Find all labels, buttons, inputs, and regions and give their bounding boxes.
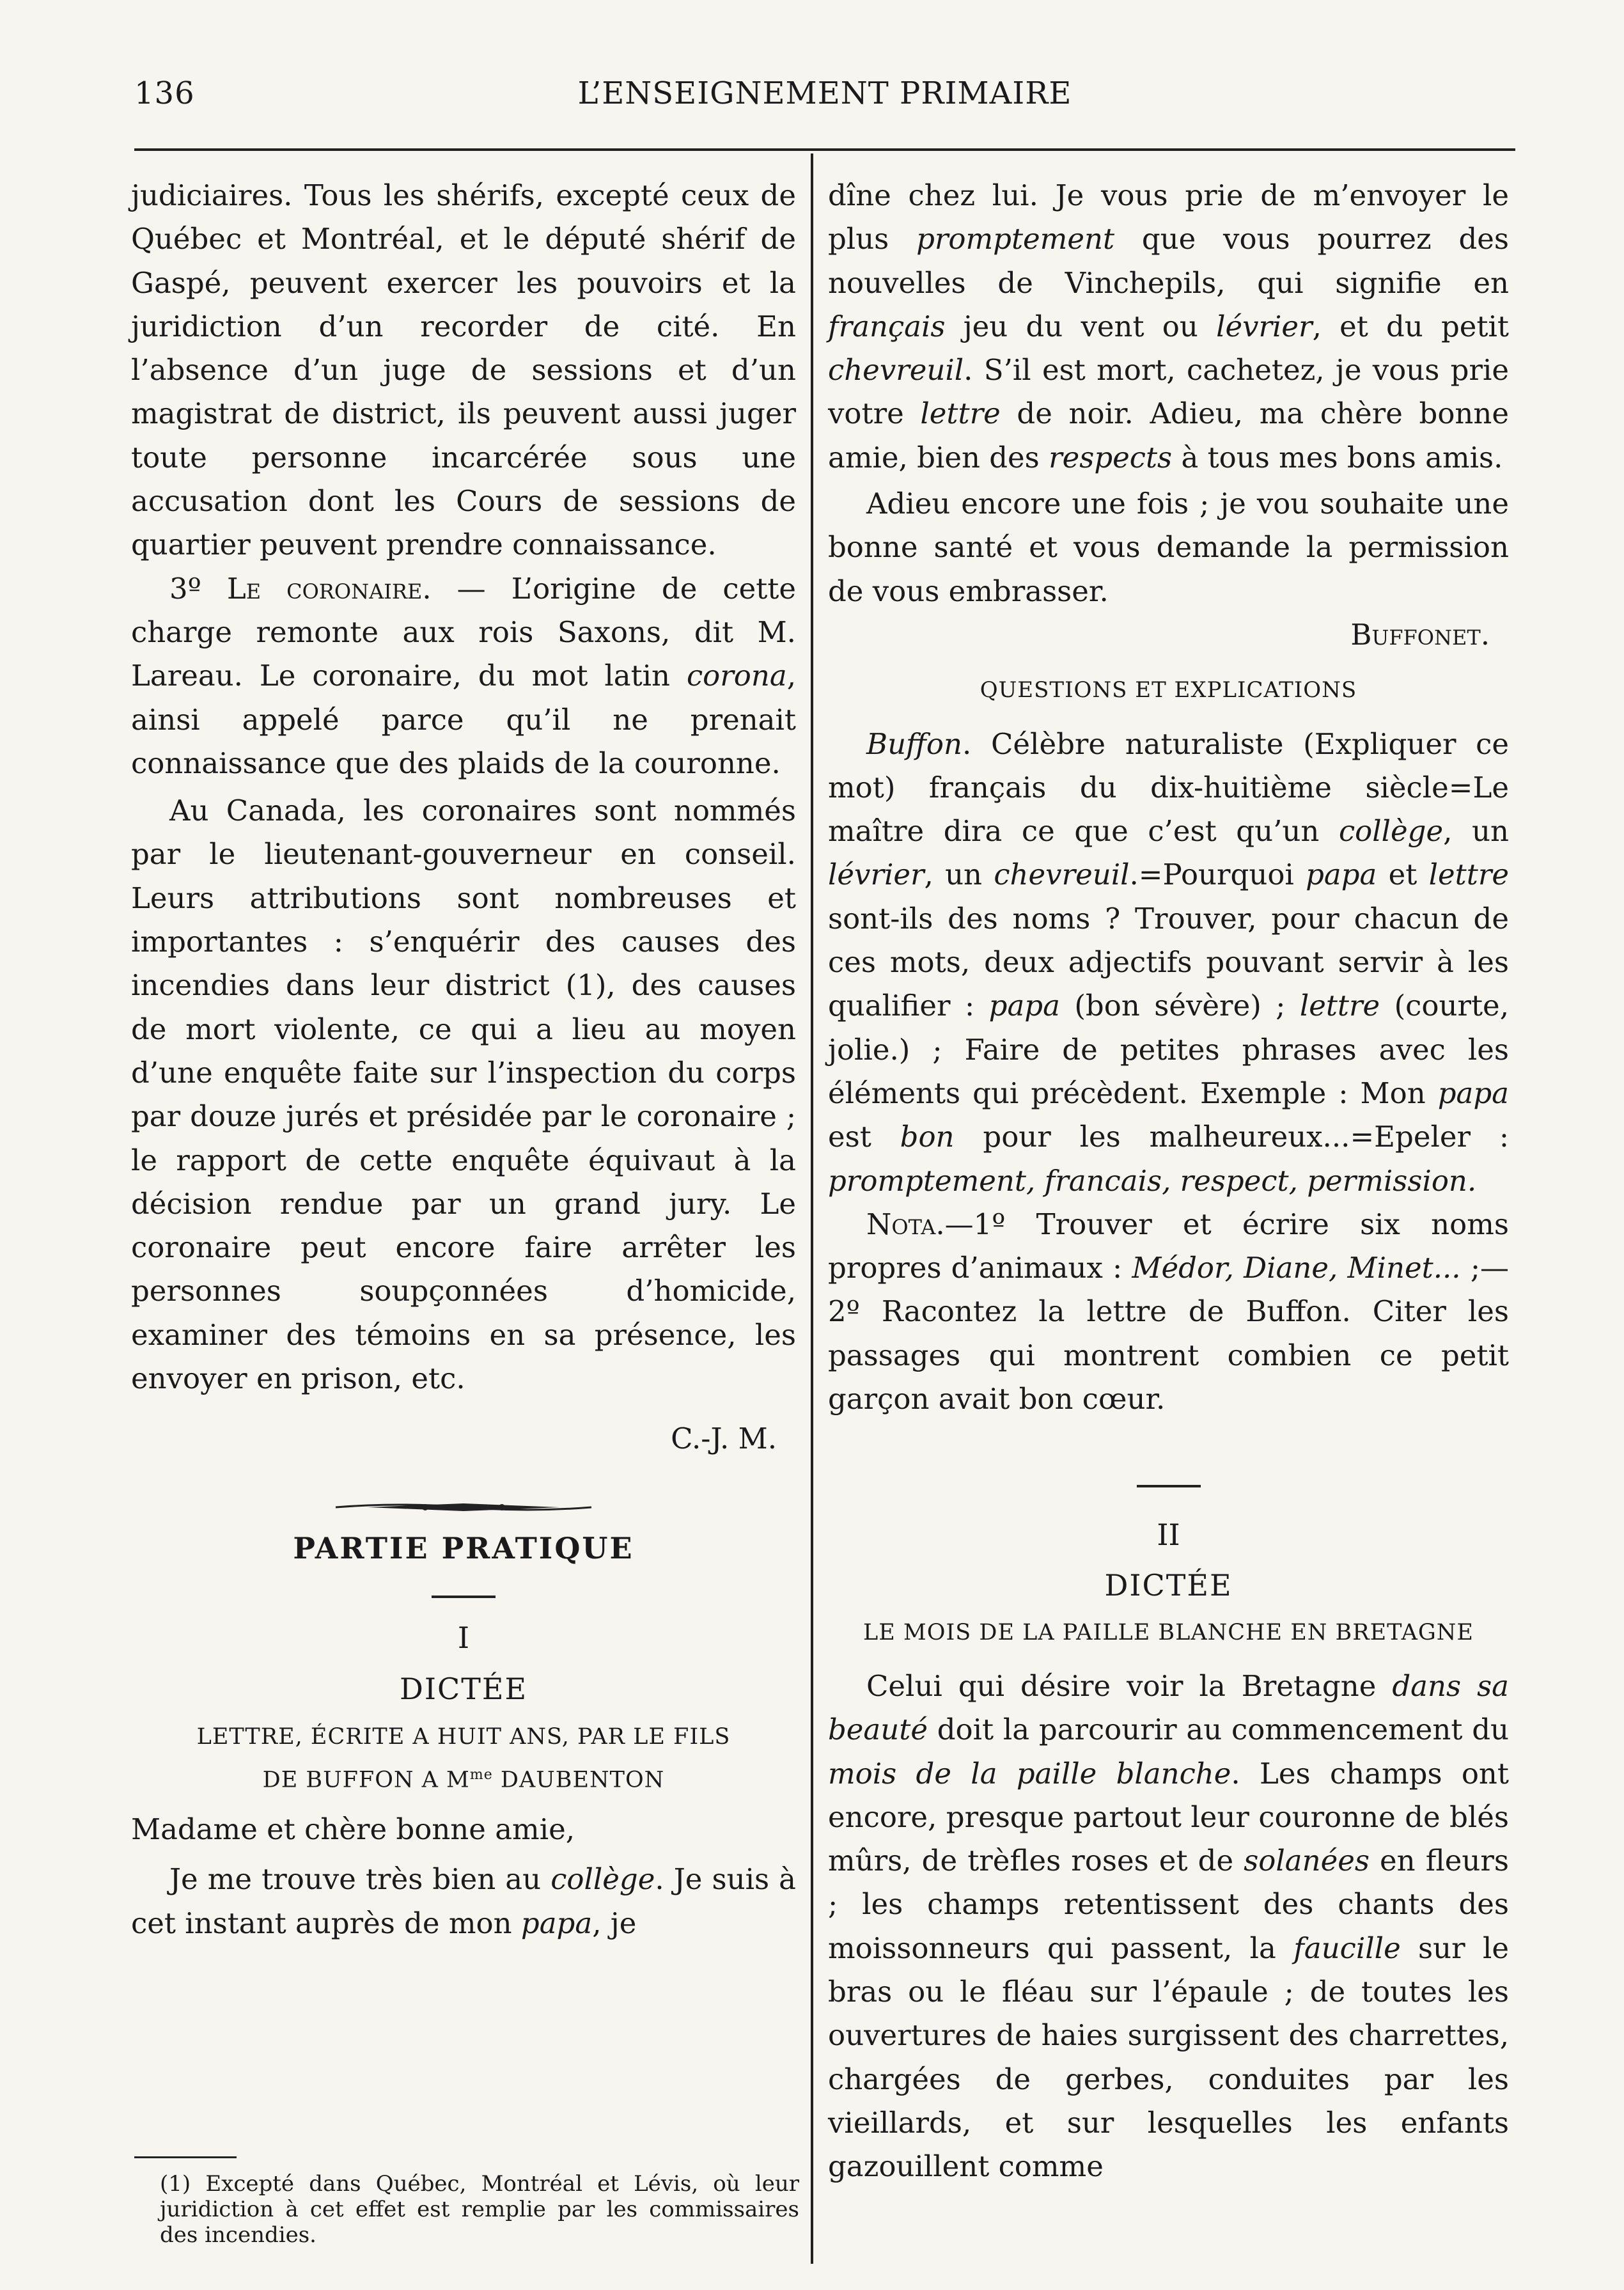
text-run: , je xyxy=(592,1906,637,1940)
signature-cjm: C.-J. M. xyxy=(671,1422,777,1456)
italic-term: lévrier xyxy=(1216,309,1313,343)
text-run: , un xyxy=(1443,814,1509,849)
italic-term: corona xyxy=(686,659,787,693)
letter-continuation xyxy=(828,174,1509,480)
questions-title: QUESTIONS ET EXPLICATIONS xyxy=(980,677,1357,703)
italic-term: solanées xyxy=(1244,1844,1370,1878)
text-run: Je me trouve très bien au xyxy=(169,1862,551,1897)
text-run: en fleurs ; les champs retentissent des chants des moissonneurs qui passent, la xyxy=(828,1844,1509,1965)
italic-term: chevreuil xyxy=(994,858,1130,892)
paragraph-coronaire xyxy=(131,567,796,785)
running-header xyxy=(134,75,1515,127)
text-run: est xyxy=(828,1120,900,1154)
dictee-title-2: DICTÉE xyxy=(1104,1567,1233,1603)
letter-closing: Adieu encore une fois ; je vou souhaite une bonne santé et vous demande la permission de vous embrasser. xyxy=(828,487,1509,608)
text-run: à tous mes bons amis. xyxy=(1172,440,1503,474)
text-run: —1º Trouver et écrire six noms propres d’animaux : xyxy=(828,1207,1509,1285)
italic-term: papa xyxy=(1437,1076,1509,1110)
text-run: DAUBENTON xyxy=(492,1767,665,1793)
footnote: (1) Excepté dans Québec, Montréal et Lévis, où leur juridiction à cet effet est remplie par les commissaires des incendies. xyxy=(160,2171,799,2248)
questions-paragraph xyxy=(828,723,1509,1203)
superscript: me xyxy=(469,1766,493,1783)
item-heading: Le coronaire. xyxy=(226,571,432,606)
right-column xyxy=(828,174,1509,2188)
text-run: . Les champs ont encore, presque partout leur couronne de blés mûrs, de trèfles roses et de xyxy=(828,1756,1510,1878)
text-run: doit la parcourir au commencement du xyxy=(927,1713,1509,1747)
left-column xyxy=(131,174,796,1945)
text-run: — L’origine de cette charge remonte aux rois Saxons, dit M. Lareau. Le coronaire, du mot latin xyxy=(131,571,797,693)
nota-label: Nota. xyxy=(866,1207,945,1241)
italic-term: lettre xyxy=(920,396,1001,431)
italic-term: papa xyxy=(988,989,1060,1023)
text-run: (bon sévère) ; xyxy=(1059,989,1300,1023)
column-separator xyxy=(811,153,813,2264)
section-number-i: I xyxy=(457,1620,470,1655)
italic-term: lettre xyxy=(1428,858,1509,892)
italic-term: respects xyxy=(1049,440,1173,474)
italic-term: lévrier xyxy=(828,858,925,892)
italic-term: français xyxy=(828,309,946,343)
signature-buffonet: Buffonet. xyxy=(1350,617,1490,652)
letter-title-line1: LETTRE, ÉCRITE A HUIT ANS, PAR LE FILS xyxy=(196,1723,731,1750)
italic-term: collège xyxy=(550,1862,655,1897)
text-run: , ainsi appelé parce qu’il ne prenait connaissance que des plaids de la couronne. xyxy=(131,659,796,780)
italic-term: promptement, francais, respect, permission. xyxy=(828,1163,1477,1198)
letter-title-line2 xyxy=(131,1756,796,1800)
text-run: ;—2º Racontez la lettre de Buffon. Citer les passages qui montrent combien ce petit garçon avait bon cœur. xyxy=(828,1251,1509,1416)
italic-term: papa xyxy=(520,1906,593,1940)
section-heading: PARTIE PRATIQUE xyxy=(293,1530,634,1565)
text-run: sont-ils des noms ? Trouver, pour chacun de ces mots, deux adjectifs pouvant servir à les qualifier : xyxy=(828,901,1509,1023)
text-run: et xyxy=(1377,858,1429,892)
nota-paragraph xyxy=(828,1203,1509,1421)
paragraph-sherifs: judiciaires. Tous les shérifs, excepté ceux de Québec et Montréal, et le député shérif de Gaspé, peuvent exercer les pouvoirs et la juridiction d’un recorder de cité. En l’absence d’un juge de sessions et d’un magistrat de district, ils peuvent aussi juger toute personne incarcérée sous une accusation dont les Cours de sessions de quartier peuvent prendre connaissance. xyxy=(131,178,796,562)
italic-term: bon xyxy=(900,1120,955,1154)
italic-term: faucille xyxy=(1293,1931,1401,1965)
italic-term: lettre xyxy=(1299,989,1380,1023)
italic-term: collège xyxy=(1338,814,1444,849)
text-run: . Je suis à cet instant auprès de mon xyxy=(131,1862,797,1940)
salutation: Madame et chère bonne amie, xyxy=(131,1812,575,1847)
text-run: . Célèbre naturaliste (Expliquer ce mot) français du dix-huitième siècle=Le maître dira ce que c’est qu’un xyxy=(828,726,1509,849)
footnote-rule xyxy=(134,2156,237,2158)
text-run: , un xyxy=(924,858,994,892)
bretagne-paragraph xyxy=(828,1665,1509,2189)
text-run: . S’il est mort, cachetez, je vous prie votre xyxy=(828,353,1509,431)
item-number: 3º xyxy=(169,571,201,606)
italic-term: mois de la paille blanche xyxy=(828,1756,1231,1791)
ornament-divider-icon xyxy=(329,1500,598,1515)
italic-term: Médor, Diane, Minet... xyxy=(1132,1251,1461,1285)
paragraph-canada: Au Canada, les coronaires sont nommés par le lieutenant-gouverneur en conseil. Leurs attributions sont nombreuses et importantes : s’enquérir des causes des incendies dans leur district (1), des causes de mort violente, ce qui a lieu au moyen d’une enquête faite sur l’inspection du corps par douze jurés et présidée par le coronaire ; le rapport de cette enquête équivaut à la décision rendue par un grand jury. Le coronaire peut encore faire arrêter les personnes soupçonnées d’homicide, examiner des témoins en sa présence, les envoyer en prison, etc. xyxy=(131,794,796,1396)
letter-opening xyxy=(131,1858,796,1945)
italic-term: chevreuil xyxy=(828,353,964,388)
section-number-ii: II xyxy=(1157,1518,1180,1553)
dictee-title: DICTÉE xyxy=(399,1672,528,1707)
running-title: L’ENSEIGNEMENT PRIMAIRE xyxy=(577,75,1072,111)
italic-term: Buffon xyxy=(866,726,963,761)
header-rule xyxy=(134,148,1515,151)
dictee-subtitle-2: LE MOIS DE LA PAILLE BLANCHE EN BRETAGNE xyxy=(863,1619,1474,1645)
text-run: dîne chez lui. Je vous prie de m’envoyer le plus xyxy=(828,178,1509,256)
text-run: pour les malheureux...=Epeler : xyxy=(954,1120,1509,1154)
text-run: de noir. Adieu, ma chère bonne amie, bien des xyxy=(828,396,1510,474)
text-run: Celui qui désire voir la Bretagne xyxy=(866,1668,1393,1703)
italic-term: promptement xyxy=(916,222,1115,256)
text-run: DE BUFFON A M xyxy=(262,1767,470,1793)
page-number: 136 xyxy=(134,75,195,111)
italic-term: papa xyxy=(1306,858,1377,892)
text-run: .=Pourquoi xyxy=(1129,858,1306,892)
text-run: (courte, jolie.) ; Faire de petites phrases avec les éléments qui précèdent. Exemple : Mon xyxy=(828,989,1509,1110)
text-run: que vous pourrez des nouvelles de Vinchepils, qui signifie en xyxy=(828,222,1510,300)
text-run: jeu du vent ou xyxy=(945,309,1217,343)
text-run: sur le bras ou le fléau sur l’épaule ; de toutes les ouvertures de haies surgissent des charrettes, chargées de gerbes, conduites par les vieillards, et sur lesquelles les enfants gazouillent comme xyxy=(828,1931,1509,2184)
text-run: , et du petit xyxy=(1312,309,1509,343)
italic-term: dans sa beauté xyxy=(828,1668,1509,1747)
